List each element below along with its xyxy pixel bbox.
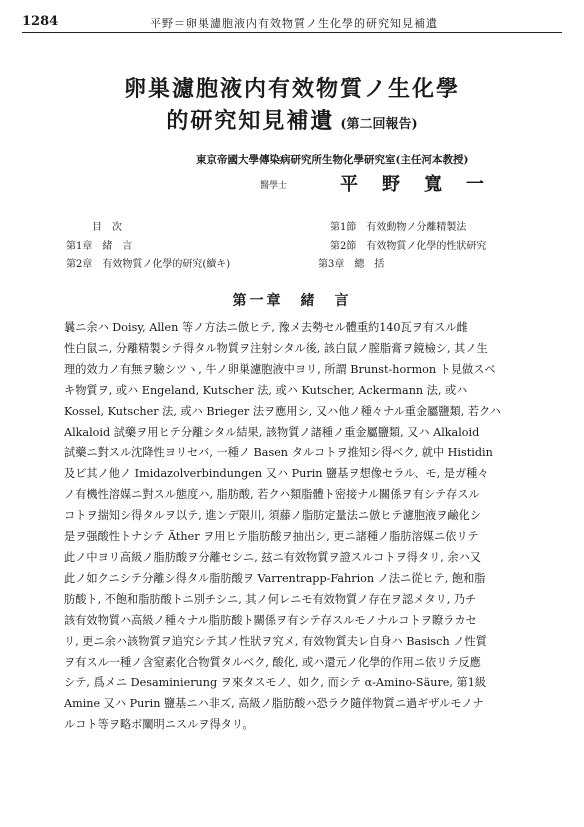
toc-item: 第1章 緒 言 <box>66 241 133 252</box>
author-degree: 醫學士 <box>260 181 288 191</box>
toc-heading: 目 次 <box>92 222 122 233</box>
body-line: 此ノ中ヨリ高級ノ脂肪酸ヲ分離セシニ, 玆ニ有效物質ヲ證スルコトヲ得タリ, 余ハ又 <box>64 550 481 564</box>
body-line: 是ヲ强酸性トナシテ Äther ヲ用ヒテ脂肪酸ヲ抽出シ, 更ニ諸種ノ脂肪溶媒ニ依リテ <box>64 530 479 544</box>
author-affiliation: 東京帝國大學傳染病研究所生物化學研究室(主任河本教授) <box>196 154 469 166</box>
toc-item: 第1節 有效動物ノ分離精製法 <box>330 222 467 233</box>
article-title-line-2-text: 的研究知見補遺 <box>166 108 335 134</box>
body-line: シテ, 爲メニ Desaminierung ヲ來タスモノ、如ク, 而シテ α-Amino-Säure, 第1級 <box>64 676 487 690</box>
body-line: リ, 更ニ余ハ該物質ヲ追究シテ其ノ性狀ヲ究メ, 有效物質夫レ自身ハ Basisch ノ性質 <box>64 634 487 648</box>
body-line: 該有效物質ハ高級ノ種々ナル脂肪酸ト關係ヲ有シテ存スルモノナルコトヲ瞭ラカセ <box>64 613 477 627</box>
body-line: 理的效力ノ有無ヲ驗シツヽ, 牛ノ卵巣濾胞液中ヨリ, 所謂 Brunst-hormon ト見做スベ <box>64 362 496 376</box>
body-line: 此ノ如クニシテ分離シ得タル脂肪酸ヲ Varrentrapp-Fahrion ノ法ニ從ヒテ, 飽和脂 <box>64 571 486 585</box>
body-line: ノ有機性溶媒ニ對スル態度ハ, 脂肪酸, 若クハ類脂體ト密接ナル關係ヲ有シテ存スル <box>64 488 480 502</box>
body-line: Amine 又ハ Purin 鹽基ニハ非ズ, 高級ノ脂肪酸ハ恐ラク隨伴物質ニ過ギザルモノナ <box>64 697 484 711</box>
body-line: 及ビ其ノ他ノ Imidazolverbindungen 又ハ Purin 鹽基ヲ想像セラル、モ, 是ガ種々 <box>64 467 489 481</box>
chapter-heading: 第一章 緒 言 <box>232 293 352 309</box>
body-line: ヲ有スル一種ノ含窒素化合物質タルベク, 酸化, 或ハ還元ノ化學的作用ニ依リテ反應 <box>64 655 481 669</box>
body-line: キ物質ヲ, 或ハ Engeland, Kutscher 法, 或ハ Kutscher, Ackermann 法, 或ハ <box>64 383 468 397</box>
article-title-line-2 <box>0 104 584 135</box>
running-header <box>22 14 562 33</box>
toc-item: 第2節 有效物質ノ化學的性狀研究 <box>330 241 487 252</box>
body-paragraph <box>64 318 544 736</box>
report-number: (第二回報告) <box>340 117 418 132</box>
toc-item: 第3章 總 括 <box>318 259 385 270</box>
body-line: 性白鼠ニ, 分離精製シテ得タル物質ヲ注射シタル後, 該白鼠ノ膣脂膏ヲ鏡檢シ, 其ノ生 <box>64 341 488 355</box>
body-line: コトヲ揣知シ得タルヲ以テ, 進ンデ限川, 須藤ノ脂肪定量法ニ倣ヒテ濾胞液ヲ鹼化シ <box>64 509 481 523</box>
running-title: 平野＝卵巣濾胞液内有效物質ノ生化學的研究知見補遺 <box>150 17 438 30</box>
author-name: 平野寬一 <box>340 174 508 195</box>
body-line: Kossel, Kutscher 法, 或ハ Brieger 法ヲ應用シ, 又ハ他ノ種々ナル重金屬鹽類, 若クハ <box>64 404 501 418</box>
toc-item: 第2章 有效物質ノ化學的研究(續キ) <box>66 259 231 270</box>
body-line: ルコト等ヲ略ボ闡明ニスルヲ得タリ。 <box>64 718 254 732</box>
body-line: 曩ニ余ハ Doisy, Allen 等ノ方法ニ倣ヒテ, 豫メ去勢セル體重約140瓦ヲ有スル雌 <box>64 321 468 334</box>
body-line: Alkaloid 試藥ヲ用ヒテ分離シタル結果, 該物質ノ諸種ノ重金屬鹽類, 又ハ Alkaloid <box>64 425 480 439</box>
body-line: 肪酸ト, 不飽和脂肪酸トニ別チシニ, 其ノ何レニモ有效物質ノ存在ヲ認メタリ, 乃チ <box>64 592 477 606</box>
page-number: 1284 <box>22 14 59 29</box>
body-line: 試藥ニ對スル沈降性ヨリセバ, 一種ノ Basen タルコトヲ推知シ得ベク, 就中 Histidin <box>64 446 493 460</box>
article-title-line-1: 卵巣濾胞液内有效物質ノ生化學 <box>123 76 460 102</box>
